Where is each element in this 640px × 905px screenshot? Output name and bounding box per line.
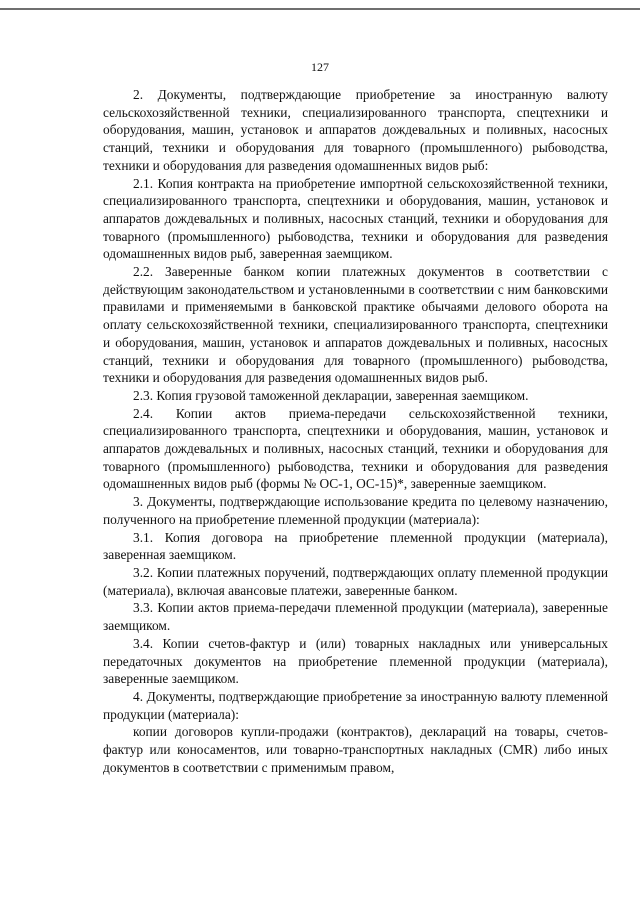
paragraph-2: 2. Документы, подтверждающие приобретение за иностранную валюту сельскохозяйственной техники, специализированного транспорта, спецтехники и оборудования, машин, установок и аппаратов дождевальных и поливных, насосных станций, техники и оборудования для товарного (промышленного) рыбоводства, техники и оборудования для разведения одомашненных видов рыб: [103,87,608,173]
paragraph-2-3: 2.3. Копия грузовой таможенной декларации, заверенная заемщиком. [133,387,529,403]
paragraph-3: 3. Документы, подтверждающие использование кредита по целевому назначению, полученного на приобретение племенной продукции (материала): [103,494,608,527]
paragraph-2-2: 2.2. Заверенные банком копии платежных документов в соответствии с действующим законодательством и установленными в соответствии с ним банковскими правилами и применяемыми в банковской практике обычаями делового оборота на оплату сельскохозяйственной техники, специализированного транспорта, спецтехники и оборудования, машин, установок и аппаратов дождевальных и поливных, насосных станций, техники и оборудования для товарного (промышленного) рыбоводства, техники и оборудования для разведения одомашненных видов рыб. [103,264,608,386]
paragraph-3-3: 3.3. Копии актов приема-передачи племенной продукции (материала), заверенные заемщиком. [103,600,608,634]
paragraph-3-1: 3.1. Копия договора на приобретение племенной продукции (материала), заверенная заемщиком. [103,529,608,563]
paragraph-2-4: 2.4. Копии актов приема-передачи сельскохозяйственной техники, специализированного транспорта, спецтехники и оборудования, машин, установок и аппаратов дождевальных и поливных, насосных станций, техники и оборудования для товарного (промышленного) рыбоводства, техники и оборудования для разведения одомашненных видов рыб (формы № ОС-1, ОС-15)*, заверенные заемщиком. [103,405,608,492]
paragraph-4-item: копии договоров купли-продажи (контрактов), деклараций на товары, счетов-фактур или коносаментов, или товарно-транспортных накладных (CMR) либо иных документов в соответствии с применимым правом, [103,724,608,775]
paragraph-2-1: 2.1. Копия контракта на приобретение импортной сельскохозяйственной техники, специализированного транспорта, спецтехники и оборудования, машин, установок и аппаратов дождевальных и поливных, насосных станций, техники и оборудования для товарного (промышленного) рыбоводства, техники и оборудования для разведения одомашненных видов рыб, заверенная заемщиком. [103,175,608,262]
page-number: 127 [311,60,329,74]
paragraph-3-2: 3.2. Копии платежных поручений, подтверждающих оплату племенной продукции (материала), включая авансовые платежи, заверенные банком. [103,564,608,598]
paragraph-4: 4. Документы, подтверждающие приобретение за иностранную валюту племенной продукции (материала): [103,688,608,722]
document-body [103,86,608,776]
paragraph-3-4: 3.4. Копии счетов-фактур и (или) товарных накладных или универсальных передаточных документов на приобретение племенной продукции (материала), заверенные заемщиком. [103,635,608,687]
top-border-line [0,0,640,10]
